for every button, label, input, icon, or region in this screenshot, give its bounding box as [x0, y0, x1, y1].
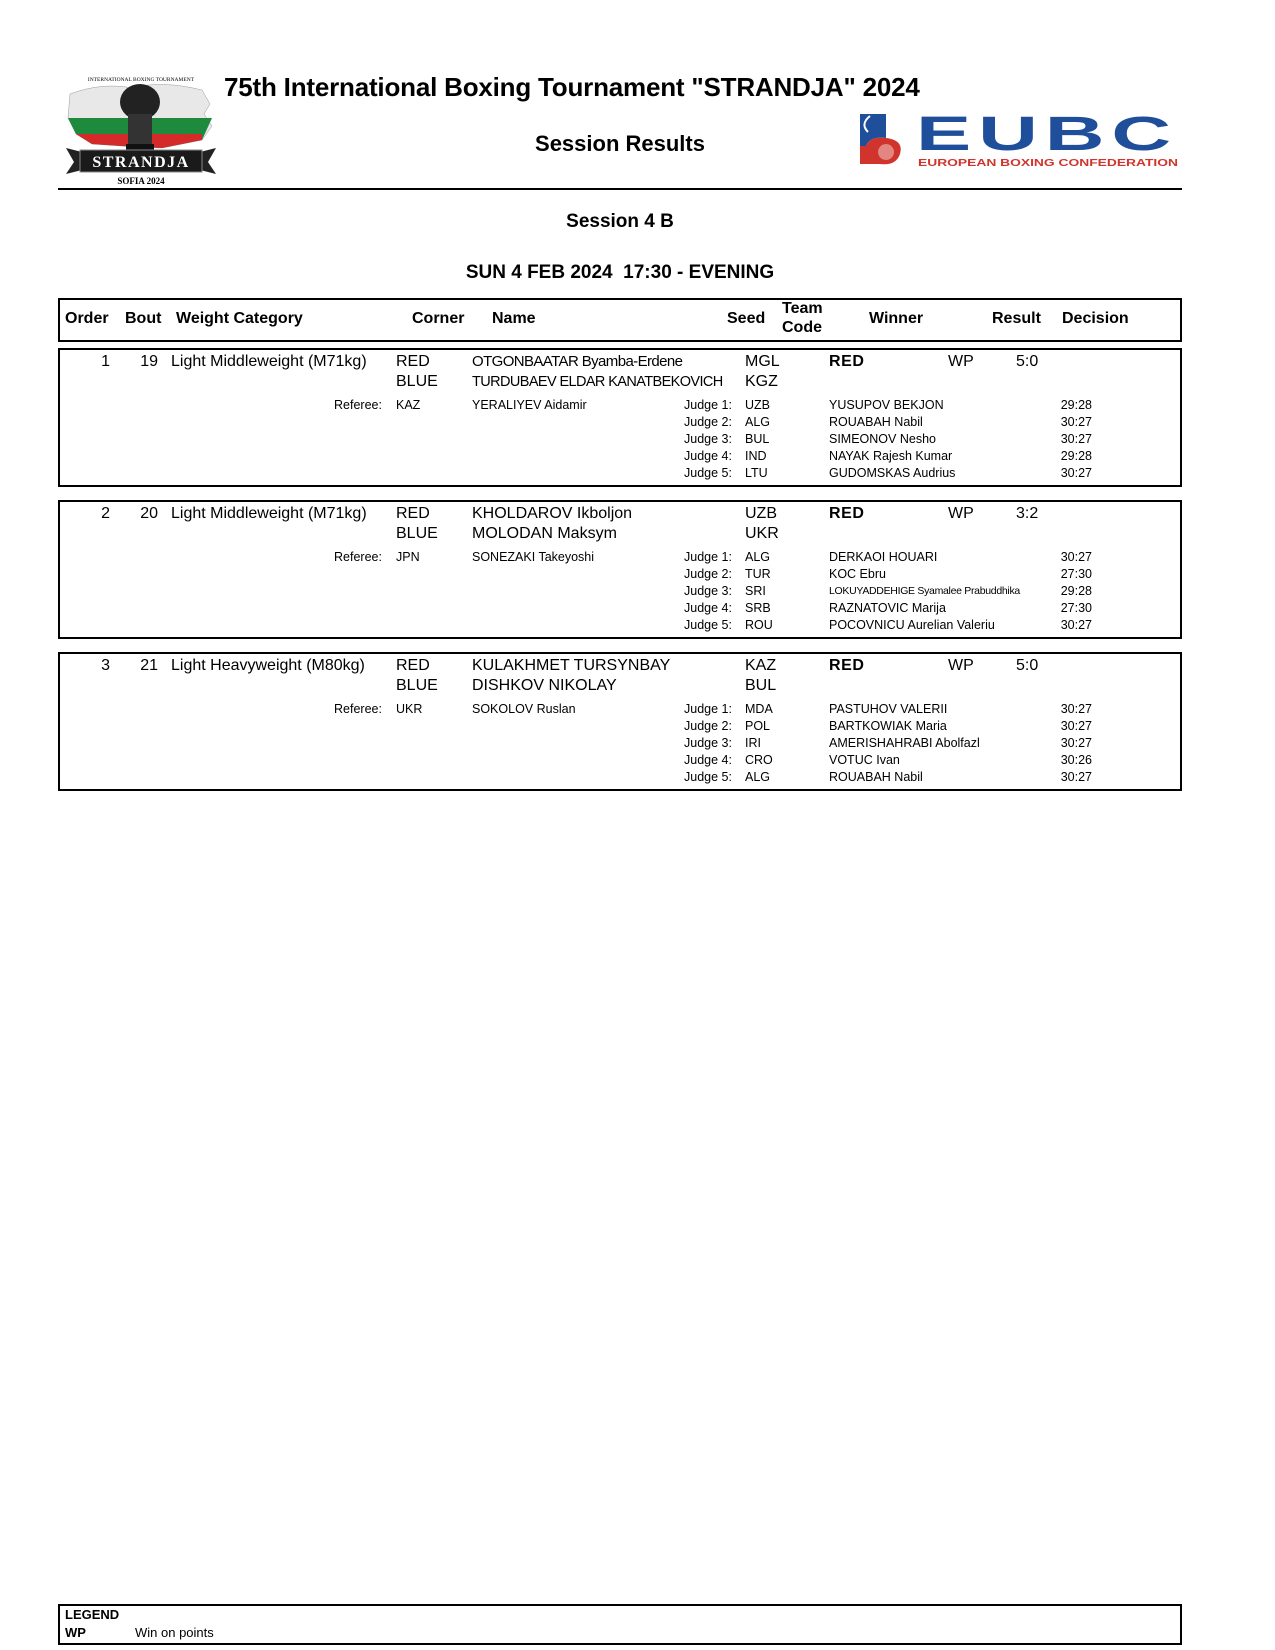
- judge-country: TUR: [745, 567, 771, 581]
- blue-corner-label: BLUE: [396, 525, 438, 542]
- session-datetime: SUN 4 FEB 2024 17:30 - EVENING: [465, 262, 775, 283]
- col-team-code-line1: Team: [782, 300, 823, 317]
- weight-category: Light Middleweight (M71kg): [171, 353, 367, 370]
- judge-country: LTU: [745, 466, 768, 480]
- decision-score: 3:2: [1016, 505, 1039, 522]
- blue-boxer-name: DISHKOV NIKOLAY: [472, 677, 617, 694]
- judge-country: SRI: [745, 584, 766, 598]
- judge-name: NAYAK Rajesh Kumar: [829, 449, 953, 463]
- judge-score: 29:28: [1060, 398, 1092, 412]
- judge-score: 30:27: [1060, 550, 1092, 564]
- referee-label: Referee:: [334, 702, 382, 716]
- legend-meaning: Win on points: [135, 1625, 214, 1640]
- judge-name: PASTUHOV VALERII: [829, 702, 948, 716]
- col-weight-category: Weight Category: [176, 310, 303, 327]
- col-decision: Decision: [1062, 310, 1129, 327]
- judge-score: 30:27: [1060, 432, 1092, 446]
- winner-corner: RED: [829, 657, 865, 674]
- eubc-tagline: EUROPEAN BOXING CONFEDERATION: [918, 157, 1178, 169]
- logo-arc-text: INTERNATIONAL BOXING TOURNAMENT: [87, 77, 195, 83]
- logo-banner-text: STRANDJA: [92, 154, 190, 171]
- judge-score: 30:27: [1060, 466, 1092, 480]
- judge-name: YUSUPOV BEKJON: [829, 398, 944, 412]
- judge-country: IRI: [745, 736, 761, 750]
- result-code: WP: [948, 505, 974, 522]
- winner-corner: RED: [829, 353, 865, 370]
- red-team-code: UZB: [745, 505, 777, 522]
- judge-country: SRB: [745, 601, 771, 615]
- blue-team-code: KGZ: [745, 373, 778, 390]
- judge-name: AMERISHAHRABI Abolfazl: [829, 736, 980, 750]
- judge-label: Judge 1:: [684, 702, 732, 716]
- judge-country: ALG: [745, 550, 771, 564]
- judge-country: UZB: [745, 398, 770, 412]
- judge-country: ROU: [745, 618, 773, 632]
- judge-name: POCOVNICU Aurelian Valeriu: [829, 618, 995, 632]
- judge-name: LOKUYADDEHIGE Syamalee Prabuddhika: [829, 585, 1020, 597]
- col-seed: Seed: [727, 310, 766, 327]
- judge-label: Judge 4:: [684, 601, 732, 615]
- blue-team-code: UKR: [745, 525, 779, 542]
- judge-score: 29:28: [1060, 584, 1092, 598]
- blue-boxer-name: MOLODAN Maksym: [472, 525, 617, 542]
- judge-name: BARTKOWIAK Maria: [829, 719, 947, 733]
- result-code: WP: [948, 353, 974, 370]
- judge-name: ROUABAH Nabil: [829, 415, 923, 429]
- referee-label: Referee:: [334, 398, 382, 412]
- page-subtitle: Session Results: [535, 131, 705, 156]
- judge-score: 27:30: [1060, 601, 1092, 615]
- blue-corner-label: BLUE: [396, 677, 438, 694]
- col-corner: Corner: [412, 310, 465, 327]
- bout-block: [58, 348, 1182, 487]
- page-title: 75th International Boxing Tournament "STRANDJA" 2024: [224, 72, 920, 102]
- judge-country: IND: [745, 449, 767, 463]
- col-team-code-line2: Code: [782, 319, 822, 336]
- session-name: Session 4 B: [566, 211, 674, 232]
- blue-corner-label: BLUE: [396, 373, 438, 390]
- referee-label: Referee:: [334, 550, 382, 564]
- referee-country: KAZ: [396, 398, 421, 412]
- bout-number: 20: [140, 505, 158, 522]
- bout-order: 2: [101, 505, 110, 522]
- judge-score: 30:26: [1060, 753, 1092, 767]
- weight-category: Light Heavyweight (M80kg): [171, 657, 365, 674]
- decision-score: 5:0: [1016, 657, 1039, 674]
- judge-label: Judge 5:: [684, 618, 732, 632]
- referee-country: JPN: [396, 550, 420, 564]
- red-team-code: MGL: [745, 353, 780, 370]
- judge-score: 30:27: [1060, 770, 1092, 784]
- eubc-wordmark: EUBC: [916, 110, 1178, 161]
- judge-name: VOTUC Ivan: [829, 753, 900, 767]
- legend-box: [58, 1604, 1182, 1645]
- blue-team-code: BUL: [745, 677, 777, 694]
- judge-country: ALG: [745, 415, 771, 429]
- bout-number: 19: [140, 353, 158, 370]
- judge-score: 30:27: [1060, 415, 1092, 429]
- judge-score: 30:27: [1060, 702, 1092, 716]
- judge-name: DERKAOI HOUARI: [829, 550, 938, 564]
- judge-label: Judge 1:: [684, 398, 732, 412]
- legend-title: LEGEND: [65, 1607, 120, 1622]
- bout-block: [58, 500, 1182, 639]
- strandja-logo: [62, 74, 220, 186]
- logo-city-text: SOFIA 2024: [117, 176, 165, 186]
- col-bout: Bout: [125, 310, 162, 327]
- judge-score: 30:27: [1060, 719, 1092, 733]
- bout-number: 21: [140, 657, 158, 674]
- column-header-row: [58, 298, 1182, 342]
- referee-name: SOKOLOV Ruslan: [472, 702, 576, 716]
- judge-name: RAZNATOVIC Marija: [829, 601, 946, 615]
- judge-label: Judge 3:: [684, 584, 732, 598]
- judge-label: Judge 2:: [684, 415, 732, 429]
- bout-block: [58, 652, 1182, 791]
- judge-country: CRO: [745, 753, 773, 767]
- judge-name: SIMEONOV Nesho: [829, 432, 936, 446]
- judge-score: 30:27: [1060, 618, 1092, 632]
- red-corner-label: RED: [396, 657, 430, 674]
- judge-label: Judge 1:: [684, 550, 732, 564]
- red-corner-label: RED: [396, 353, 430, 370]
- judge-score: 27:30: [1060, 567, 1092, 581]
- judge-label: Judge 2:: [684, 719, 732, 733]
- judge-name: GUDOMSKAS Audrius: [829, 466, 956, 480]
- red-team-code: KAZ: [745, 657, 777, 674]
- referee-country: UKR: [396, 702, 423, 716]
- eubc-logo: [856, 110, 1182, 170]
- col-name: Name: [492, 310, 536, 327]
- judge-country: ALG: [745, 770, 771, 784]
- judge-label: Judge 5:: [684, 770, 732, 784]
- col-result: Result: [992, 310, 1041, 327]
- winner-corner: RED: [829, 505, 865, 522]
- referee-name: SONEZAKI Takeyoshi: [472, 550, 595, 564]
- judge-score: 29:28: [1060, 449, 1092, 463]
- judge-label: Judge 3:: [684, 432, 732, 446]
- judge-label: Judge 3:: [684, 736, 732, 750]
- judge-country: POL: [745, 719, 771, 733]
- legend-code: WP: [65, 1625, 86, 1640]
- decision-score: 5:0: [1016, 353, 1039, 370]
- red-boxer-name: KHOLDAROV Ikboljon: [472, 505, 633, 522]
- judge-name: KOC Ebru: [829, 567, 886, 581]
- judge-name: ROUABAH Nabil: [829, 770, 923, 784]
- judge-label: Judge 4:: [684, 449, 732, 463]
- judge-label: Judge 2:: [684, 567, 732, 581]
- red-boxer-name: KULAKHMET TURSYNBAY: [472, 657, 671, 674]
- weight-category: Light Middleweight (M71kg): [171, 505, 367, 522]
- col-winner: Winner: [869, 310, 924, 327]
- judge-label: Judge 5:: [684, 466, 732, 480]
- header-divider: [58, 188, 1182, 190]
- result-code: WP: [948, 657, 974, 674]
- judge-score: 30:27: [1060, 736, 1092, 750]
- bout-order: 3: [101, 657, 110, 674]
- judge-country: BUL: [745, 432, 770, 446]
- blue-boxer-name: TURDUBAEV ELDAR KANATBEKOVICH: [472, 374, 723, 390]
- bout-order: 1: [101, 353, 110, 370]
- referee-name: YERALIYEV Aidamir: [472, 398, 587, 412]
- col-order: Order: [65, 310, 109, 327]
- red-boxer-name: OTGONBAATAR Byamba-Erdene: [472, 353, 683, 370]
- red-corner-label: RED: [396, 505, 430, 522]
- judge-label: Judge 4:: [684, 753, 732, 767]
- judge-country: MDA: [745, 702, 773, 716]
